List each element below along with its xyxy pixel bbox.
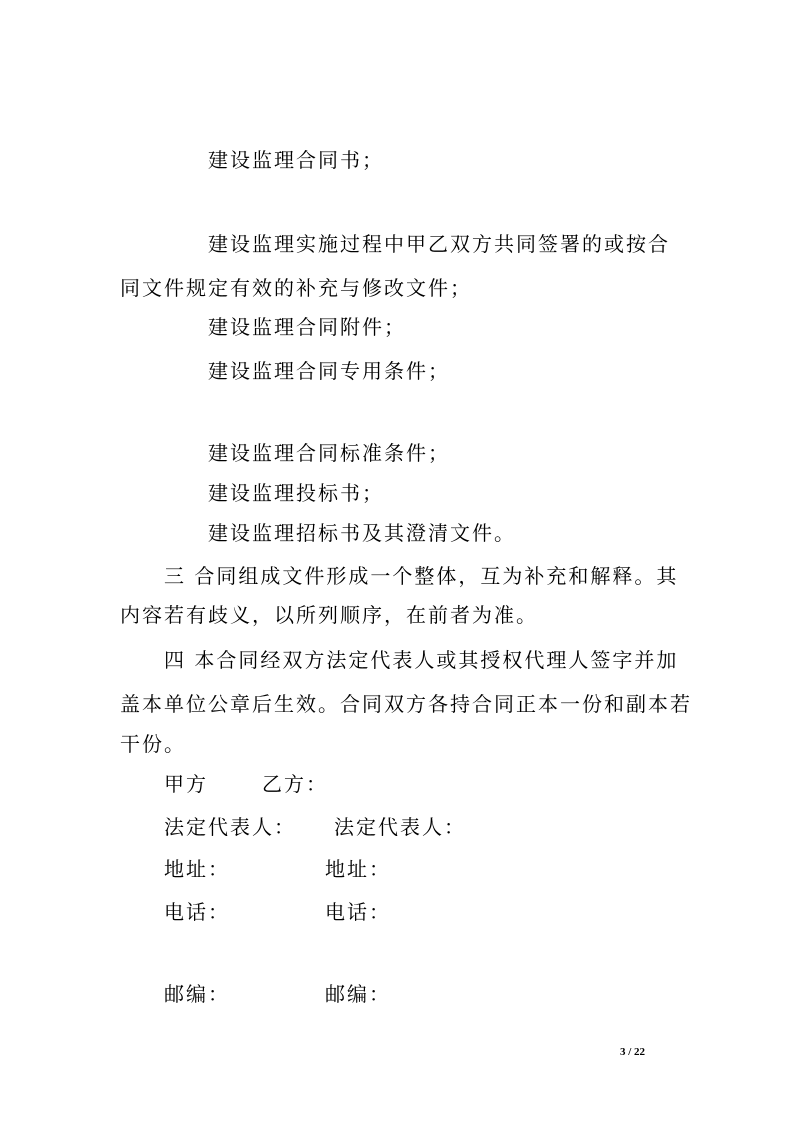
clause-line-5: 建设监理合同专用条件；	[208, 359, 450, 383]
clause-line-7: 建设监理投标书；	[208, 481, 384, 505]
clause-line-2: 建设监理实施过程中甲乙双方共同签署的或按合	[208, 232, 670, 256]
party-a-label: 甲方	[164, 772, 208, 796]
article-four-line-3: 干份。	[120, 732, 186, 756]
article-four-line-2: 盖本单位公章后生效。合同双方各持合同正本一份和副本若	[120, 692, 692, 716]
clause-line-1: 建设监理合同书；	[208, 148, 384, 172]
clause-line-6: 建设监理合同标准条件；	[208, 441, 450, 465]
party-a-phone-label: 电话：	[164, 900, 230, 924]
party-b-label: 乙方：	[262, 772, 328, 796]
party-b-phone-label: 电话：	[325, 900, 391, 924]
page-number: 3 / 22	[620, 1046, 646, 1058]
article-three-line-2: 内容若有歧义，以所列顺序，在前者为准。	[120, 603, 538, 627]
article-three-line-1: 三 合同组成文件形成一个整体，互为补充和解释。其	[164, 564, 679, 588]
party-b-representative-label: 法定代表人：	[334, 815, 466, 839]
party-b-address-label: 地址：	[325, 857, 391, 881]
party-a-representative-label: 法定代表人：	[164, 815, 296, 839]
party-a-postcode-label: 邮编：	[164, 982, 230, 1006]
clause-line-4: 建设监理合同附件；	[208, 315, 406, 339]
clause-line-8: 建设监理招标书及其澄清文件。	[208, 521, 516, 545]
party-b-postcode-label: 邮编：	[325, 982, 391, 1006]
clause-line-3: 同文件规定有效的补充与修改文件；	[120, 276, 472, 300]
article-four-line-1: 四 本合同经双方法定代表人或其授权代理人签字并加	[164, 648, 679, 672]
party-a-address-label: 地址：	[164, 857, 230, 881]
